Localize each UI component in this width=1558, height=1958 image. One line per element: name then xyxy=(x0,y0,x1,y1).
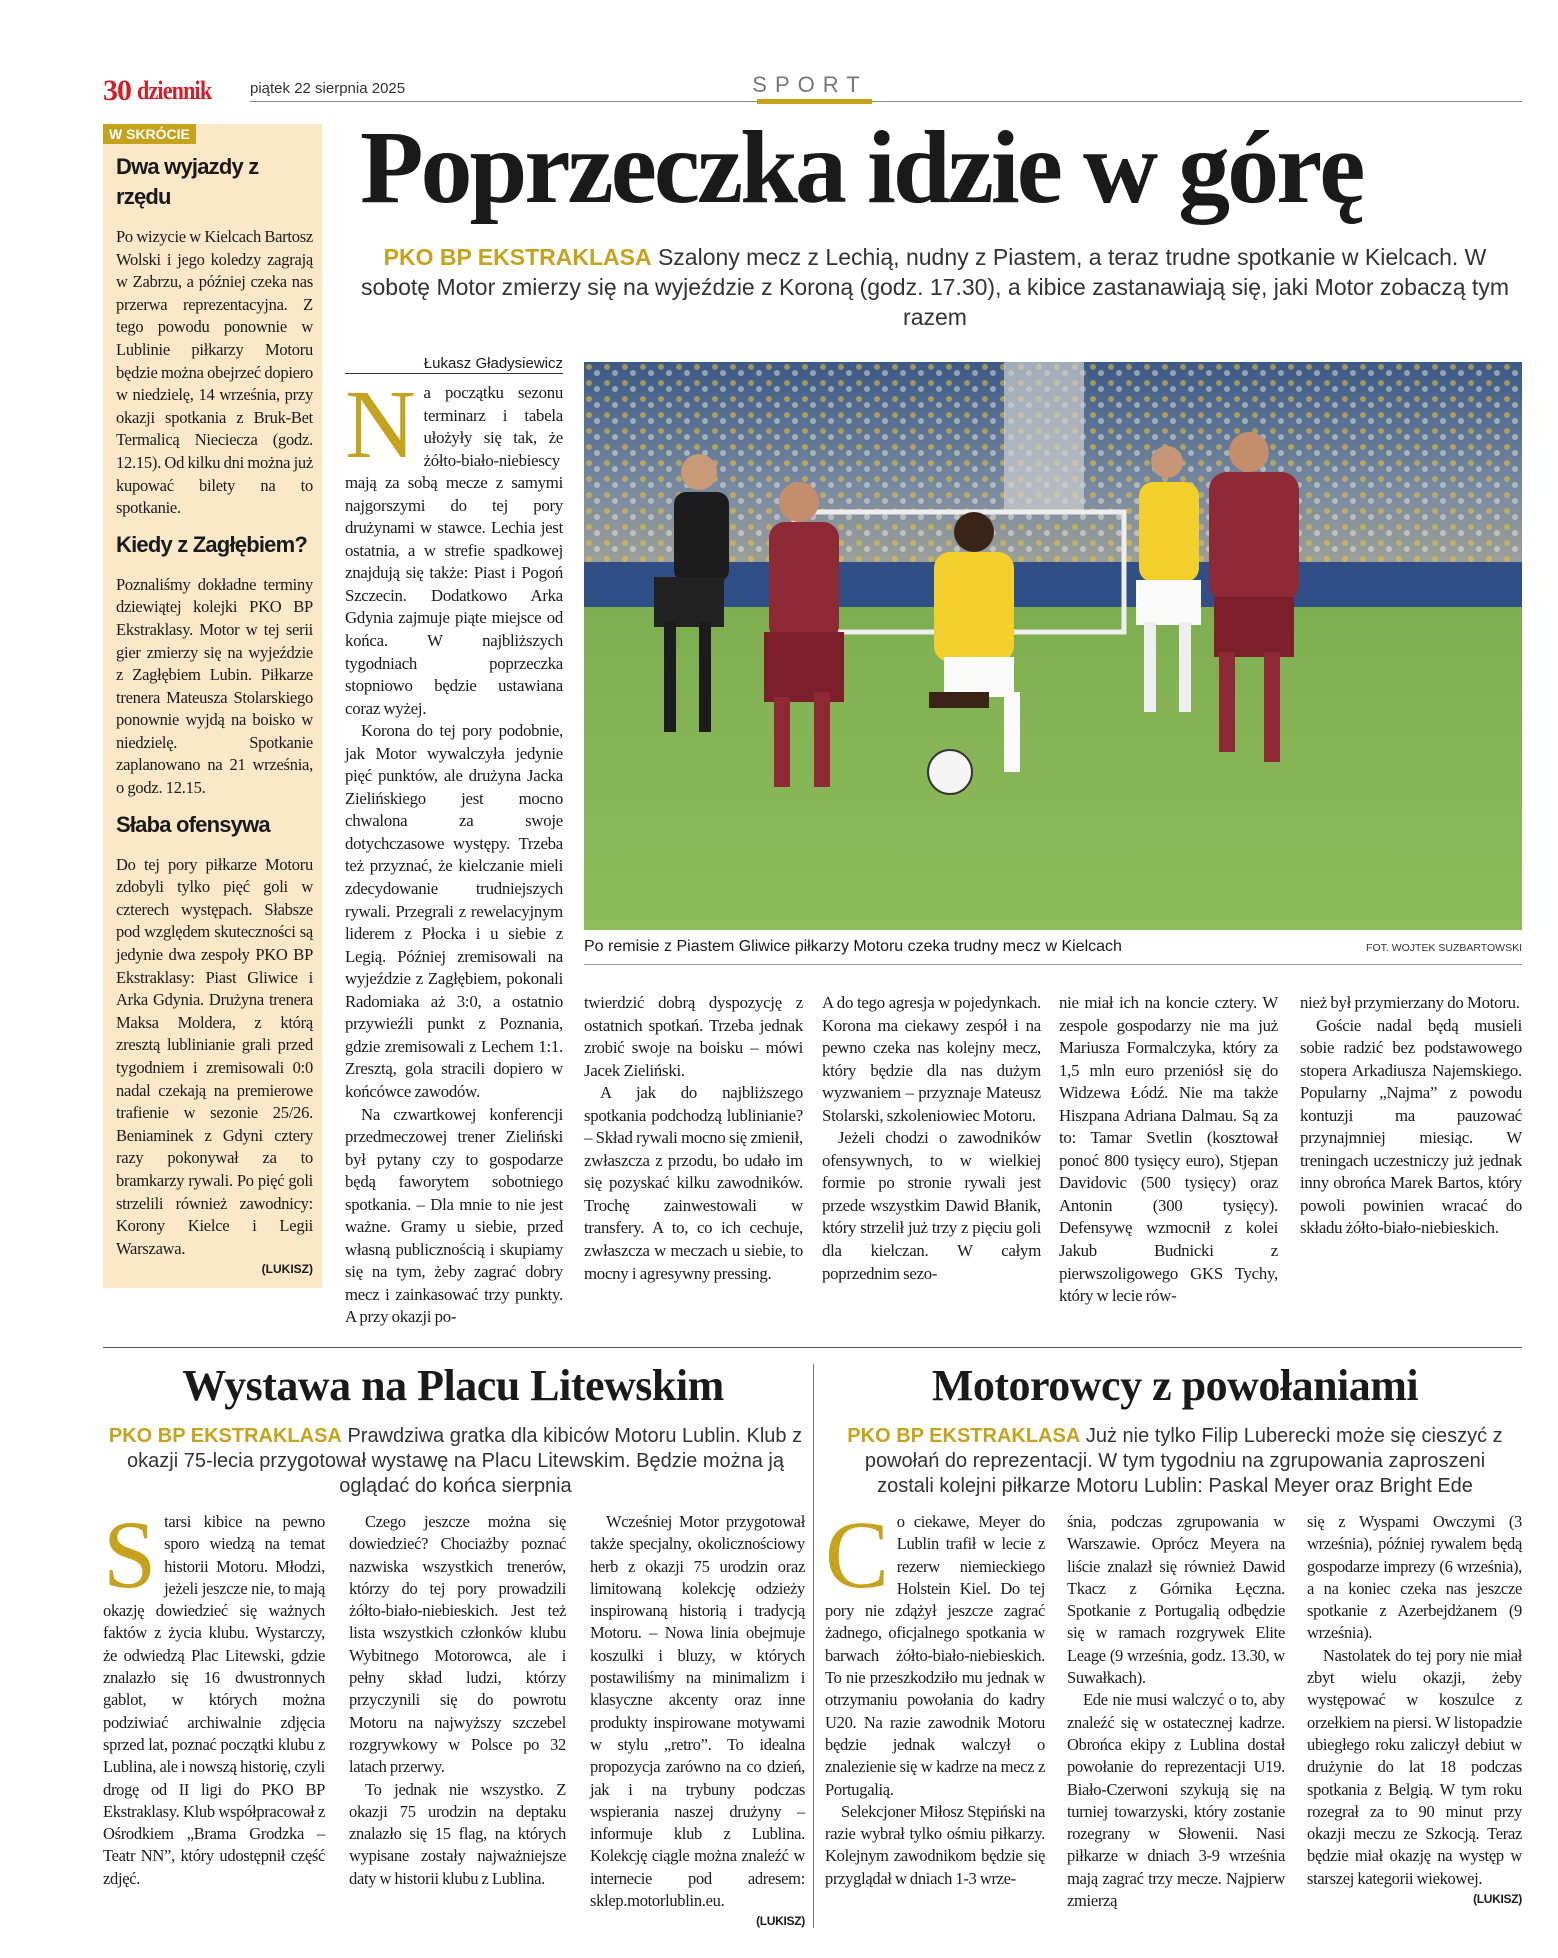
issue-date: piątek 22 sierpnia 2025 xyxy=(250,80,406,97)
match-photo xyxy=(584,362,1522,930)
article3-lead xyxy=(835,1424,1515,1499)
drop-cap: N xyxy=(345,371,416,479)
main-lead xyxy=(350,242,1520,332)
article2-column-1 xyxy=(103,1501,325,1890)
paragraph: nież był przymierzany do Motoru. xyxy=(1300,993,1520,1012)
lead-kicker: PKO BP EKSTRAKLASA xyxy=(847,1425,1081,1447)
main-headline: Poprzeczka idzie w górę xyxy=(360,110,1363,225)
article3-column-2 xyxy=(1067,1511,1285,1912)
paragraph: nie miał ich na koncie cztery. W zespole gospodarzy nie ma już Mariusza Formalczyka, który za 1,5 mln euro przeniósł się do Widzewa Łódź. Nie ma także Hiszpana Adriana Dalmau. Są za to: Tamar Svetlin (kosztował ponoć 800 tysięcy euro), Stjepan Davidovic (500 tysięcy) oraz Antonin (300 tysięcy). Defensywę wzmocnił z kolei Jakub Budnicki z pierwszoligowego GKS Tychy, który w lecie rów- xyxy=(1059,993,1278,1306)
paragraph: Ede nie musi walczyć o to, aby znaleźć się w ostatecznej kadrze. Obrońca ekipy z Lublina dostał powołanie do reprezentacji U19. Biało-Czerwoni szykują się na turniej towarzyski, który zostanie rozegrany w Słowenii. Nasi piłkarze w dniach 3-9 września mają zagrać trzy mecze. Najpierw zmierzą xyxy=(1067,1690,1285,1911)
article3-column-1 xyxy=(825,1501,1045,1890)
paragraph: Czego jeszcze można się dowiedzieć? Chociażby poznać nazwiska wszystkich trenerów, którzy do tej pory prowadzili żółto-biało-niebieskich. Jest też lista wszystkich członków klubu Wybitnego Motorowca, ale i pełny skład ludzi, którzy przyczynili się do powrotu Motoru na najwyższy szczebel rozgrywkowy w Polsce po 32 latach przerwy. xyxy=(349,1512,566,1777)
paragraph: A do tego agresja w pojedynkach. Korona ma ciekawy zespół i na pewno czeka nas kolejny mecz, który będzie dla nas dużym wyzwaniem – przyznaje Mateusz Stolarski, szkoleniowiec Motoru. xyxy=(822,993,1041,1125)
article2-lead xyxy=(108,1424,803,1499)
newspaper-logo: dziennik xyxy=(137,76,212,105)
article-column-2 xyxy=(584,992,803,1285)
sidebar-tag: W SKRÓCIE xyxy=(103,124,196,144)
paragraph: Korona do tej pory podobnie, jak Motor wywalczyła jedynie pięć punktów, ale drużyna Jacka Zielińskiego jest mocno chwalona za swoje dotychczasowe występy. Trzeba też przyznać, że kielczanie mieli zdecydowanie trudniejszych rywali. Przegrali z rewelacyjnym liderem z Płocka i u siebie z Legią. Później zremisowali na wyjeździe z Zagłębiem, pokonali Radomiaka aż 3:0, a ostatnio przywieźli punkt z Poznania, gdzie zremisowali z Lechem 1:1. Zresztą, gola stracili dopiero w końcówce zawodów. xyxy=(345,721,563,1101)
paragraph: Wcześniej Motor przygotował także specjalny, okolicznościowy herb z okazji 75 urodzin oraz limitowaną kolekcję odzieży inspirowaną historią i tradycją Motoru. – Nowa linia obejmuje koszulki i bluzy, w których postawiliśmy na minimalizm i klasyczne akcenty oraz inne produkty inspirowane motywami w stylu „retro”. To idealna propozycja zarówno na co dzień, jak i na trybuny podczas wspierania naszej drużyny – informuje klub z Lublina. Kolekcję ciągle można znaleźć w internecie pod adresem: sklep.motorlublin.eu. xyxy=(590,1512,805,1911)
paragraph xyxy=(103,1501,325,1890)
paragraph-text: a początku sezonu terminarz i tabela ułożyły się tak, że żółto-biało-niebiescy mają za sobą mecze z samymi najgorszymi do tej pory drużynami w stawce. Lechia jest ostatnia, a w strefie spadkowej znajdują się także: Piast i Pogoń Szczecin. Dodatkowo Arka Gdynia zajmuje piąte miejsce od końca. W najbliższych tygodniach poprzeczka stopniowo będzie ustawiana coraz wyżej. xyxy=(345,383,563,718)
paragraph: śnia, podczas zgrupowania w Warszawie. Oprócz Meyera na liście znalazł się również Dawid Tkacz z Górnika Łęczna. Spotkanie z Portugalią odbędzie się w ramach rozgrywek Elite Leage (9 września, godz. 13.30, w Suwałkach). xyxy=(1067,1512,1285,1688)
article2-column-2 xyxy=(349,1511,566,1890)
signature: (LUKISZ) xyxy=(261,1262,313,1277)
section-label: SPORT xyxy=(752,72,868,97)
lead-kicker: PKO BP EKSTRAKLASA xyxy=(383,244,652,270)
lead-text: Prawdziwa gratka dla kibiców Motoru Lublin. Klub z okazji 75-lecia przygotował wystawę na Placu Litewskim. Będzie można ją oglądać do końca sierpnia xyxy=(127,1425,803,1497)
article-column-1 xyxy=(345,371,563,1329)
paragraph-text: o ciekawe, Meyer do Lublin trafił w lecie z rezerw niemieckiego Holstein Kiel. Do tej pory nie zdążył jeszcze zagrać żadnego, oficjalnego spotkania w barwach żółto-biało-niebieskich. To nie przeszkodziło mu jednak w otrzymaniu powołania do kadry U20. Na razie zawodnik Motoru będzie jednak walczył o znalezienie się w kadrze na mecz z Portugalią. xyxy=(825,1512,1045,1799)
section-underline xyxy=(757,99,872,104)
paragraph: To jednak nie wszystko. Z okazji 75 urodzin na deptaku znalazło się 15 flag, na których wypisane zostały najważniejsze daty w historii klubu z Lublina. xyxy=(349,1779,566,1888)
paragraph: twierdzić dobrą dyspozycję z ostatnich spotkań. Trzeba jednak zrobić swoje na boisku – mówi Jacek Zieliński. xyxy=(584,993,803,1080)
sidebar-text: Po wizycie w Kielcach Bartosz Wolski i jego koledzy zagrają w Zabrzu, a później czeka nas przerwa reprezentacyjna. Z tego powodu ponownie w Lublinie piłkarzy Motoru będzie można obejrzeć dopiero w niedzielę, 14 września, przy okazji spotkania z Bruk-Bet Termalicą Nieciecza (godz. 12.15). Od kilku dni można już kupować bilety na to spotkanie. xyxy=(116,227,313,518)
article3-column-3 xyxy=(1307,1511,1522,1906)
lead-text: Już nie tylko Filip Luberecki może się cieszyć z powołań do reprezentacji. W tym tygodniu na zgrupowania zaproszeni zostali kolejni piłkarze Motoru Lublin: Paskal Meyer oraz Bright Ede xyxy=(864,1425,1503,1497)
sidebar-heading: Dwa wyjazdy z rzędu xyxy=(116,154,259,209)
article-column-3 xyxy=(822,992,1041,1285)
paragraph xyxy=(345,371,563,720)
sidebar-text-body: Do tej pory piłkarze Motoru zdobyli tylko pięć goli w czterech występach. Słabsze pod względem skuteczności są jedynie dwa zespoły PKO BP Ekstraklasy: Piast Gliwice i Arka Gdynia. Drużyna trenera Maksa Moldera, z którą zresztą lublinianie grali przed tygodniem i zremisowali 0:0 nadal czekają na premierowe trafienie w sezonie 25/26. Beniaminek z Gdyni cztery razy pokonywał za to bramkarzy rywali. Po pięć goli strzelili również zawodnicy: Korony Kielce i Legii Warszawa. xyxy=(116,854,313,1258)
byline: Łukasz Gładysiewicz xyxy=(345,355,563,374)
header-rule xyxy=(250,101,1522,102)
signature: (LUKISZ) xyxy=(756,1914,805,1929)
sidebar-heading: Słaba ofensywa xyxy=(116,811,270,837)
football-match-image xyxy=(584,362,1522,930)
sidebar-text: Poznaliśmy dokładne terminy dziewiątej kolejki PKO BP Ekstraklasy. Motor w tej serii gier zmierzy się na wyjeździe z Zagłębiem Lubin. Piłkarze trenera Mateusza Stolarskiego ponownie wyjdą na boisko w niedzielę. Spotkanie zaplanowano na 21 września, o godz. 12.15. xyxy=(116,574,313,798)
article-column-4 xyxy=(1059,992,1278,1308)
page-number: 30 xyxy=(103,74,131,107)
lead-kicker: PKO BP EKSTRAKLASA xyxy=(108,1425,342,1447)
drop-cap: C xyxy=(825,1501,889,1608)
signature: (LUKISZ) xyxy=(1473,1892,1522,1907)
section-divider xyxy=(103,1347,1522,1348)
article2-headline: Wystawa na Placu Litewskim xyxy=(182,1361,724,1410)
photo-caption-bar xyxy=(584,936,1522,965)
article2-column-3 xyxy=(590,1511,805,1928)
sidebar-heading: Kiedy z Zagłębiem? xyxy=(116,531,307,557)
paragraph-text: tarsi kibice na pewno sporo wiedzą na temat historii Motoru. Młodzi, jeżeli jeszcze nie, to mają okazję dowiedzieć się ważnych faktów z życia klubu. Wystarczy, że odwiedzą Plac Litewski, gdzie znalazło się 16 dwustronnych gablot, w których można podziwiać archiwalnie zdjęcia sprzed lat, poznać początki klubu z Lublina, ale i nowszą historię, czyli drogę od II ligi do PKO BP Ekstraklasy. Klub współpracował z Ośrodkiem „Brama Grodzka – Teatr NN”, który udostępnił część zdjęć. xyxy=(103,1512,325,1888)
photo-credit: FOT. WOJTEK SUZBARTOWSKI xyxy=(1366,942,1522,954)
article-column-5 xyxy=(1300,992,1522,1240)
sidebar-text xyxy=(116,854,313,1261)
paragraph: się z Wyspami Owczymi (3 września), później rywalem będą gospodarze imprezy (6 września), a na koniec czeka nas jeszcze spotkanie z Azerbejdżanem (9 września). xyxy=(1307,1512,1522,1643)
article3-headline: Motorowcy z powołaniami xyxy=(931,1361,1419,1410)
paragraph: Goście nadal będą musieli sobie radzić bez podstawowego stopera Arkadiusza Najemskiego. Popularny „Najma” z powodu kontuzji ma pauzować przynajmniej miesiąc. W treningach uczestniczy już jednak inny obrońca Marek Bartos, który powoli powinien wracać do składu żółto-biało-niebieskich. xyxy=(1300,1015,1522,1238)
lead-text: Szalony mecz z Lechią, nudny z Piastem, a teraz trudne spotkanie w Kielcach. W sobotę Motor zmierzy się na wyjeździe z Koroną (godz. 17.30), a kibice zastanawiają się, jaki Motor zobaczą tym razem xyxy=(361,244,1509,330)
paragraph: A jak do najbliższego spotkania podchodzą lublinianie? – Skład rywali mocno się zmienił, zwłaszcza z przodu, bo udało im się pozyskać kilku zawodników. Trochę zainwestowali w transfery. A to, co ich cechuje, zwłaszcza w meczach u siebie, to mocny i agresywny pressing. xyxy=(584,1083,803,1283)
column-divider xyxy=(813,1364,814,1928)
drop-cap: S xyxy=(103,1501,157,1608)
photo-caption: Po remisie z Piastem Gliwice piłkarzy Motoru czeka trudny mecz w Kielcach xyxy=(584,938,1122,955)
paragraph: Nastolatek do tej pory nie miał zbyt wielu okazji, żeby występować w koszulce z orzełkiem na piersi. W listopadzie ubiegłego roku zaliczył debiut w drużynie do lat 18 podczas spotkania z Belgią. W tym roku rozegrał za to 90 minut przy okazji meczu ze Szkocją. Teraz będzie miał okazję na występ w starszej kategorii wiekowej. xyxy=(1307,1645,1522,1888)
paragraph: Jeżeli chodzi o zawodników ofensywnych, to w wielkiej formie po stronie rywali jest przede wszystkim Dawid Błanik, który strzelił już trzy z pięciu goli dla kielczan. W całym poprzednim sezo- xyxy=(822,1128,1041,1283)
paragraph xyxy=(825,1501,1045,1801)
sidebar-content xyxy=(116,152,313,1276)
paragraph: Na czwartkowej konferencji przedmeczowej trener Zieliński był pytany czy to gospodarze będą faworytem sobotniego spotkania. – Dla mnie to nie jest ważne. Gramy u siebie, przed własną publicznością i skupiamy się na tym, żeby zagrać dobry mecz i zainkasować trzy punkty. A przy okazji po- xyxy=(345,1104,563,1327)
paragraph: Selekcjoner Miłosz Stępiński na razie wybrał tylko ośmiu piłkarzy. Kolejnym zawodnikom będzie się przyglądał w dniach 1-3 wrze- xyxy=(825,1801,1045,1888)
